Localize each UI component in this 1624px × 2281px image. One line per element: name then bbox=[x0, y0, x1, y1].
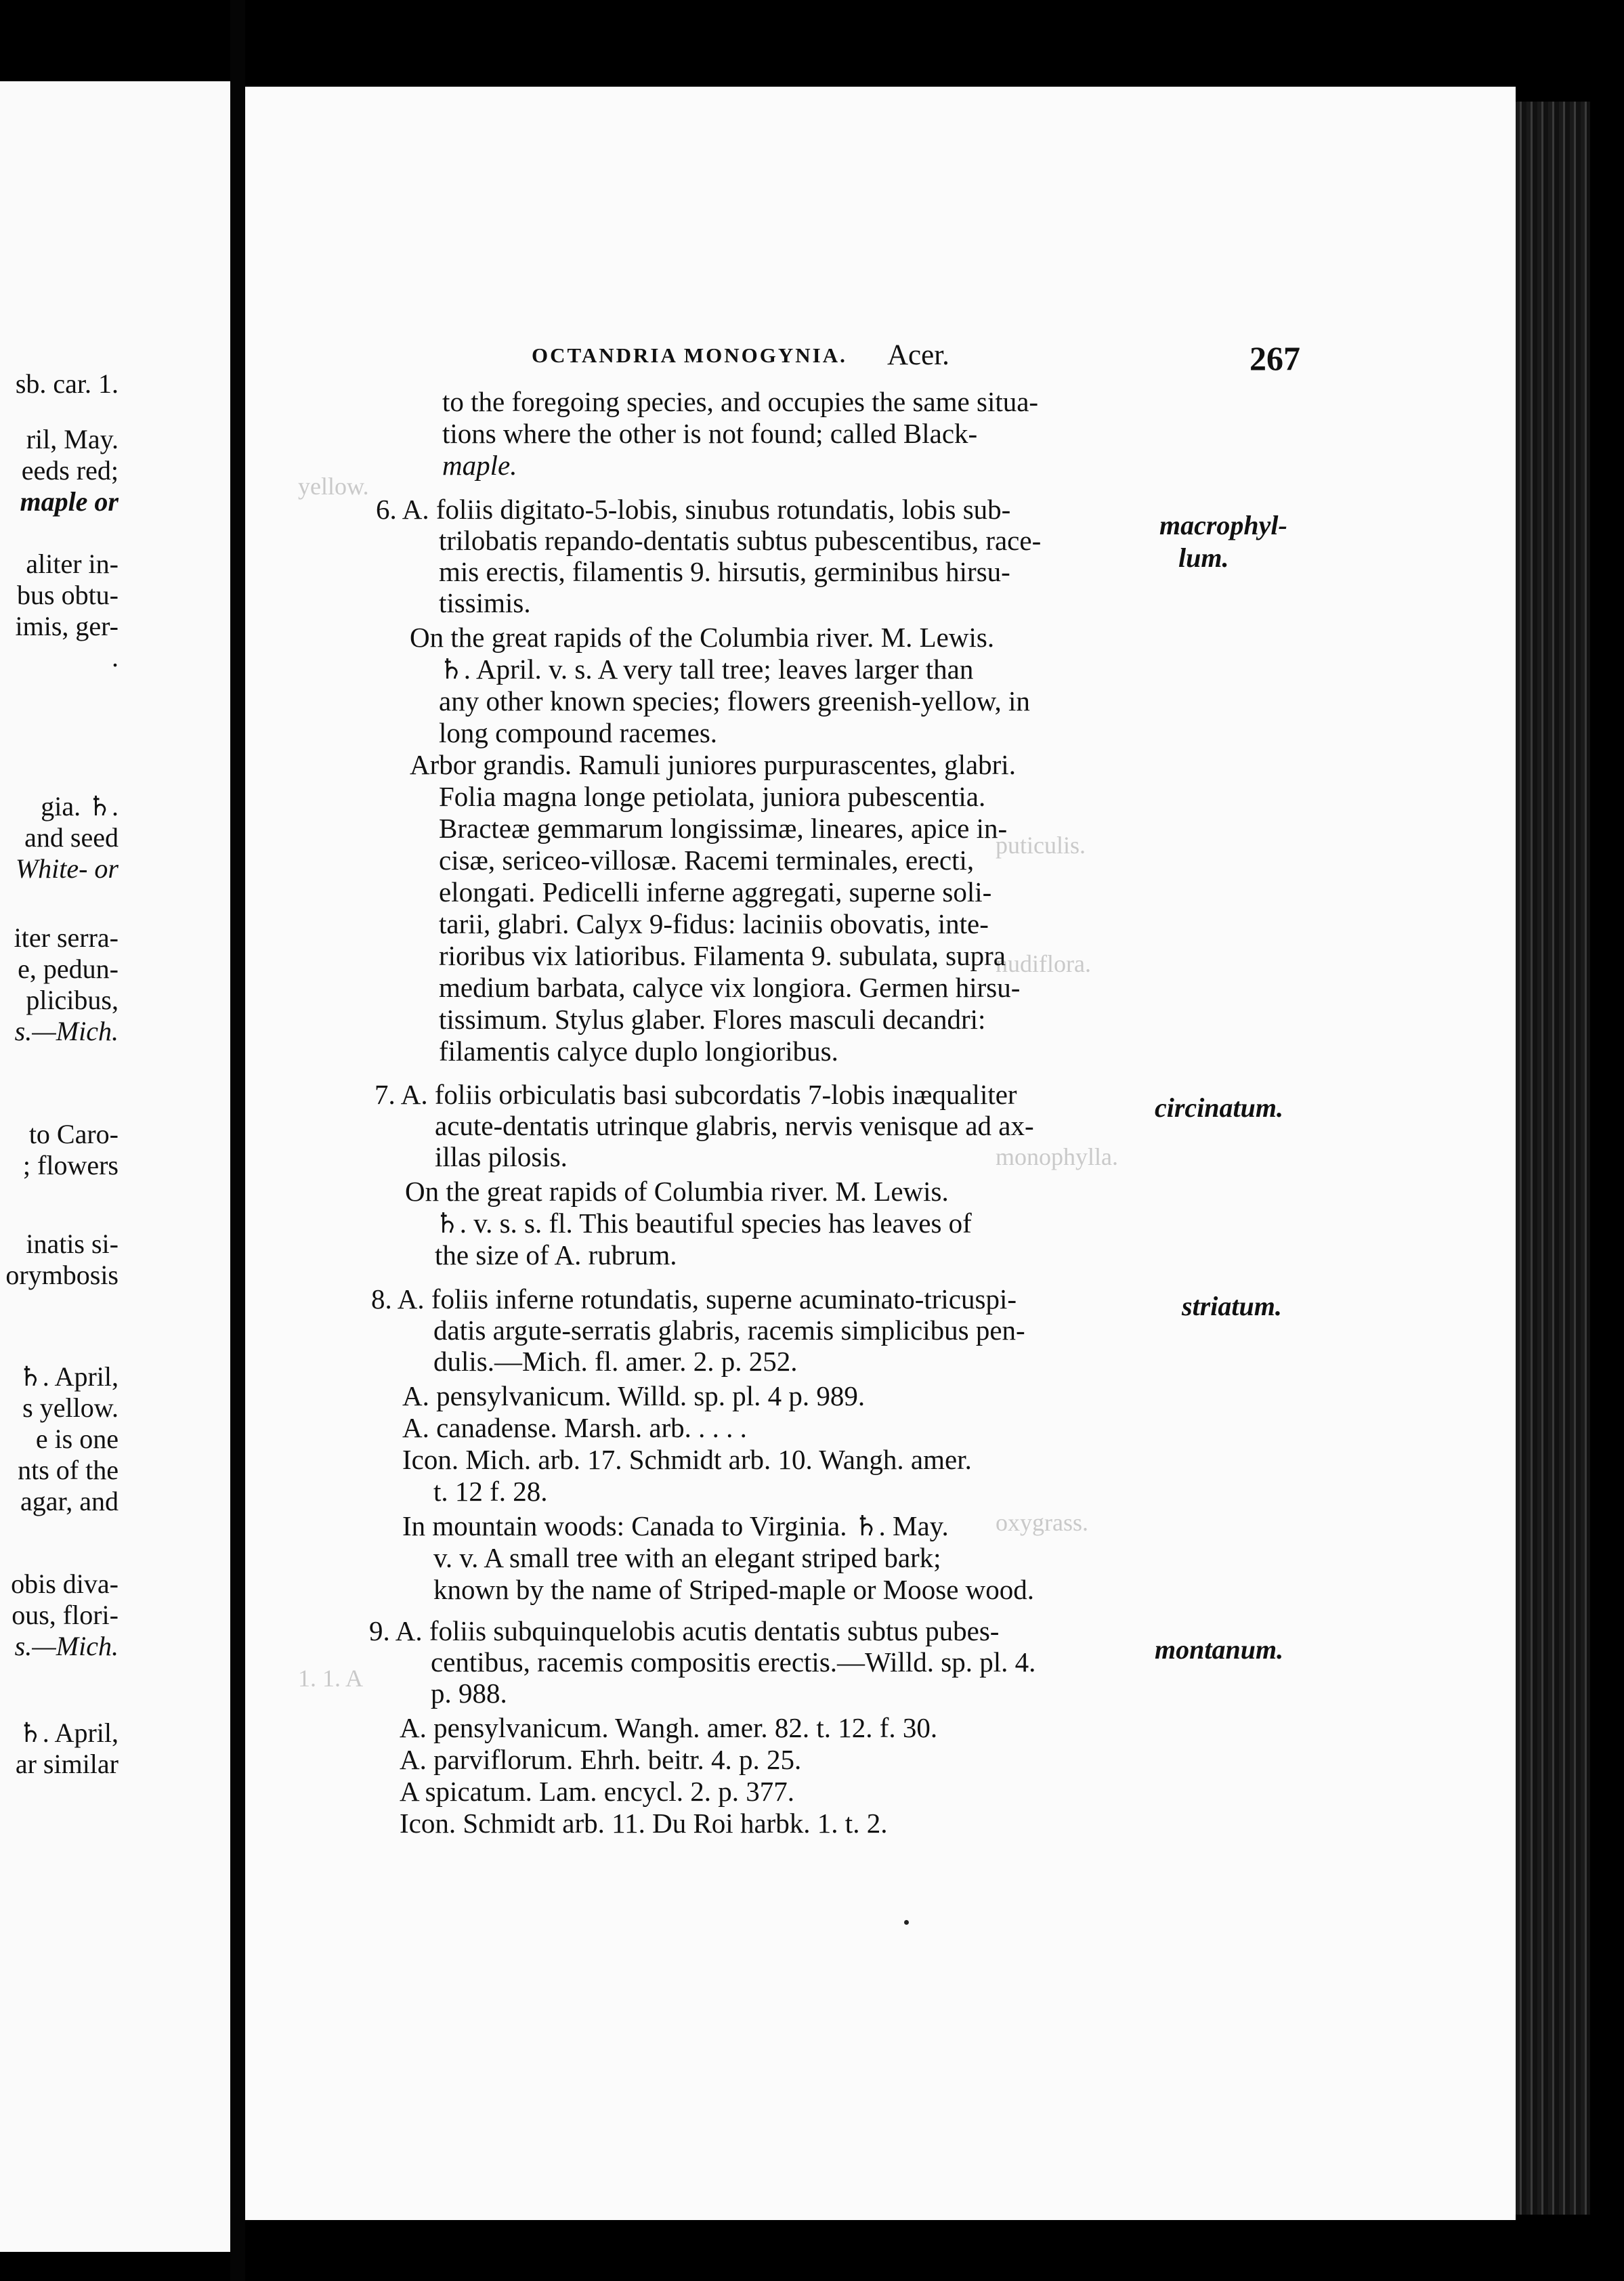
left-page-line: plicibus, bbox=[26, 985, 119, 1015]
text-line: 7. A. foliis orbiculatis basi subcordatis 7-lobis inæqualiter bbox=[375, 1079, 1017, 1110]
left-page-line: eeds red; bbox=[21, 455, 119, 486]
species-name-margin: striatum. bbox=[1182, 1291, 1282, 1321]
bleed-through-text: oxygrass. bbox=[996, 1509, 1088, 1536]
text-line: datis argute-serratis glabris, racemis simplicibus pen- bbox=[433, 1315, 1025, 1346]
text-line: A. canadense. Marsh. arb. . . . . bbox=[402, 1412, 747, 1443]
species-name-margin: macrophyl- bbox=[1159, 510, 1287, 540]
text-line: centibus, racemis compositis erectis.—Willd. sp. pl. 4. bbox=[431, 1646, 1036, 1678]
bleed-through-text: monophylla. bbox=[996, 1143, 1118, 1170]
text-line: Icon. Mich. arb. 17. Schmidt arb. 10. Wangh. amer. bbox=[402, 1444, 972, 1475]
left-page-line: and seed bbox=[24, 822, 119, 853]
text-line: dulis.—Mich. fl. amer. 2. p. 252. bbox=[433, 1346, 798, 1377]
left-page-line: e is one bbox=[35, 1424, 119, 1454]
text-line: 8. A. foliis inferne rotundatis, superne acuminato-tricuspi- bbox=[371, 1283, 1017, 1315]
left-page-fragment bbox=[0, 81, 232, 2252]
text-line: maple. bbox=[442, 450, 517, 481]
text-line: v. v. A small tree with an elegant striped bark; bbox=[433, 1542, 941, 1573]
text-line: Icon. Schmidt arb. 11. Du Roi harbk. 1. t. 2. bbox=[400, 1808, 888, 1839]
book-gutter bbox=[230, 0, 245, 2281]
text-line: tions where the other is not found; called Black- bbox=[442, 418, 978, 449]
left-page-line: maple or bbox=[20, 486, 119, 517]
text-line: ♄. April. v. s. A very tall tree; leaves larger than bbox=[439, 654, 974, 685]
text-line: p. 988. bbox=[431, 1678, 507, 1709]
bleed-through-text: nudiflora. bbox=[996, 950, 1091, 977]
text-line: known by the name of Striped-maple or Moose wood. bbox=[433, 1574, 1035, 1605]
text-line: On the great rapids of the Columbia river. M. Lewis. bbox=[410, 622, 995, 653]
text-line: t. 12 f. 28. bbox=[433, 1476, 548, 1507]
left-page-line: orymbosis bbox=[5, 1260, 119, 1290]
species-name-margin: circinatum. bbox=[1155, 1092, 1284, 1123]
left-page-line: ♄. April, bbox=[18, 1361, 119, 1392]
left-page-line: ar similar bbox=[15, 1749, 119, 1779]
text-line: 9. A. foliis subquinquelobis acutis dentatis subtus pubes- bbox=[369, 1615, 1000, 1646]
text-line: trilobatis repando-dentatis subtus pubescentibus, race- bbox=[439, 525, 1042, 556]
left-page-line: to Caro- bbox=[28, 1119, 119, 1149]
text-line: Bracteæ gemmarum longissimæ, lineares, apice in- bbox=[439, 813, 1008, 844]
text-line: Folia magna longe petiolata, juniora pubescentia. bbox=[439, 781, 986, 812]
left-page-line: imis, ger- bbox=[15, 611, 119, 641]
text-line: filamentis calyce duplo longioribus. bbox=[439, 1036, 838, 1067]
genus-header: Acer. bbox=[887, 339, 949, 371]
left-page-line: s yellow. bbox=[22, 1392, 119, 1423]
left-page-line: ♄. April, bbox=[18, 1718, 119, 1748]
left-page-line: bus obtu- bbox=[17, 580, 119, 610]
text-line: A spicatum. Lam. encycl. 2. p. 377. bbox=[400, 1776, 794, 1807]
running-title: OCTANDRIA MONOGYNIA. bbox=[532, 343, 847, 367]
left-page-line: gia. ♄. bbox=[41, 791, 119, 822]
left-page-line: ril, May. bbox=[26, 424, 119, 454]
text-line: to the foregoing species, and occupies the same situa- bbox=[442, 386, 1039, 417]
text-line: elongati. Pedicelli inferne aggregati, superne soli- bbox=[439, 876, 992, 908]
left-page-line: . bbox=[112, 642, 119, 673]
text-line: mis erectis, filamentis 9. hirsutis, germinibus hirsu- bbox=[439, 556, 1010, 587]
text-line: A. pensylvanicum. Willd. sp. pl. 4 p. 989. bbox=[402, 1380, 866, 1411]
text-line: tarii, glabri. Calyx 9-fidus: laciniis obovatis, inte- bbox=[439, 908, 989, 939]
left-page-line: obis diva- bbox=[11, 1569, 119, 1599]
text-line: illas pilosis. bbox=[435, 1141, 568, 1172]
text-line: medium barbata, calyce vix longiora. Germen hirsu- bbox=[439, 972, 1021, 1003]
text-line: tissimum. Stylus glaber. Flores masculi decandri: bbox=[439, 1004, 986, 1035]
species-name-margin: montanum. bbox=[1155, 1634, 1284, 1665]
bleed-through-text: puticulis. bbox=[996, 832, 1086, 859]
text-line: 6. A. foliis digitato-5-lobis, sinubus rotundatis, lobis sub- bbox=[376, 494, 1011, 525]
left-page-line: e, pedun- bbox=[18, 954, 119, 984]
left-page-line: sb. car. 1. bbox=[15, 368, 119, 399]
left-page-line: s.—Mich. bbox=[14, 1016, 119, 1046]
text-line: In mountain woods: Canada to Virginia. ♄. May. bbox=[402, 1510, 949, 1541]
text-line: cisæ, sericeo-villosæ. Racemi terminales, erecti, bbox=[439, 845, 975, 876]
left-page-line: agar, and bbox=[20, 1486, 119, 1516]
species-name-margin: lum. bbox=[1178, 542, 1229, 573]
text-line: long compound racemes. bbox=[439, 717, 718, 748]
bleed-through-text: yellow. bbox=[298, 473, 369, 500]
text-line: A. pensylvanicum. Wangh. amer. 82. t. 12. f. 30. bbox=[400, 1712, 938, 1743]
text-line: On the great rapids of Columbia river. M. Lewis. bbox=[405, 1176, 949, 1207]
left-page-line: nts of the bbox=[18, 1455, 119, 1485]
left-page-line: iter serra- bbox=[14, 922, 119, 953]
left-page-line: aliter in- bbox=[26, 549, 119, 579]
left-page-line: White- or bbox=[15, 853, 119, 884]
text-line: any other known species; flowers greenish-yellow, in bbox=[439, 685, 1030, 717]
ink-speck bbox=[904, 1920, 909, 1925]
text-line: tissimis. bbox=[439, 587, 531, 618]
page-number: 267 bbox=[1249, 339, 1300, 377]
page-edge-stack bbox=[1516, 102, 1590, 2215]
left-page-line: ous, flori- bbox=[12, 1600, 119, 1630]
text-line: acute-dentatis utrinque glabris, nervis venisque ad ax- bbox=[435, 1110, 1034, 1141]
left-page-line: ; flowers bbox=[22, 1150, 119, 1180]
text-line: Arbor grandis. Ramuli juniores purpurascentes, glabri. bbox=[410, 749, 1016, 780]
text-line: rioribus vix latioribus. Filamenta 9. subulata, supra bbox=[439, 940, 1006, 971]
text-line: the size of A. rubrum. bbox=[435, 1239, 677, 1271]
left-page-line: inatis si- bbox=[26, 1229, 119, 1259]
text-line: A. parviflorum. Ehrh. beitr. 4. p. 25. bbox=[400, 1744, 802, 1775]
text-line: ♄. v. s. s. fl. This beautiful species has leaves of bbox=[435, 1208, 972, 1239]
bleed-through-text: 1. 1. A bbox=[298, 1665, 364, 1692]
left-page-line: s.—Mich. bbox=[14, 1631, 119, 1661]
